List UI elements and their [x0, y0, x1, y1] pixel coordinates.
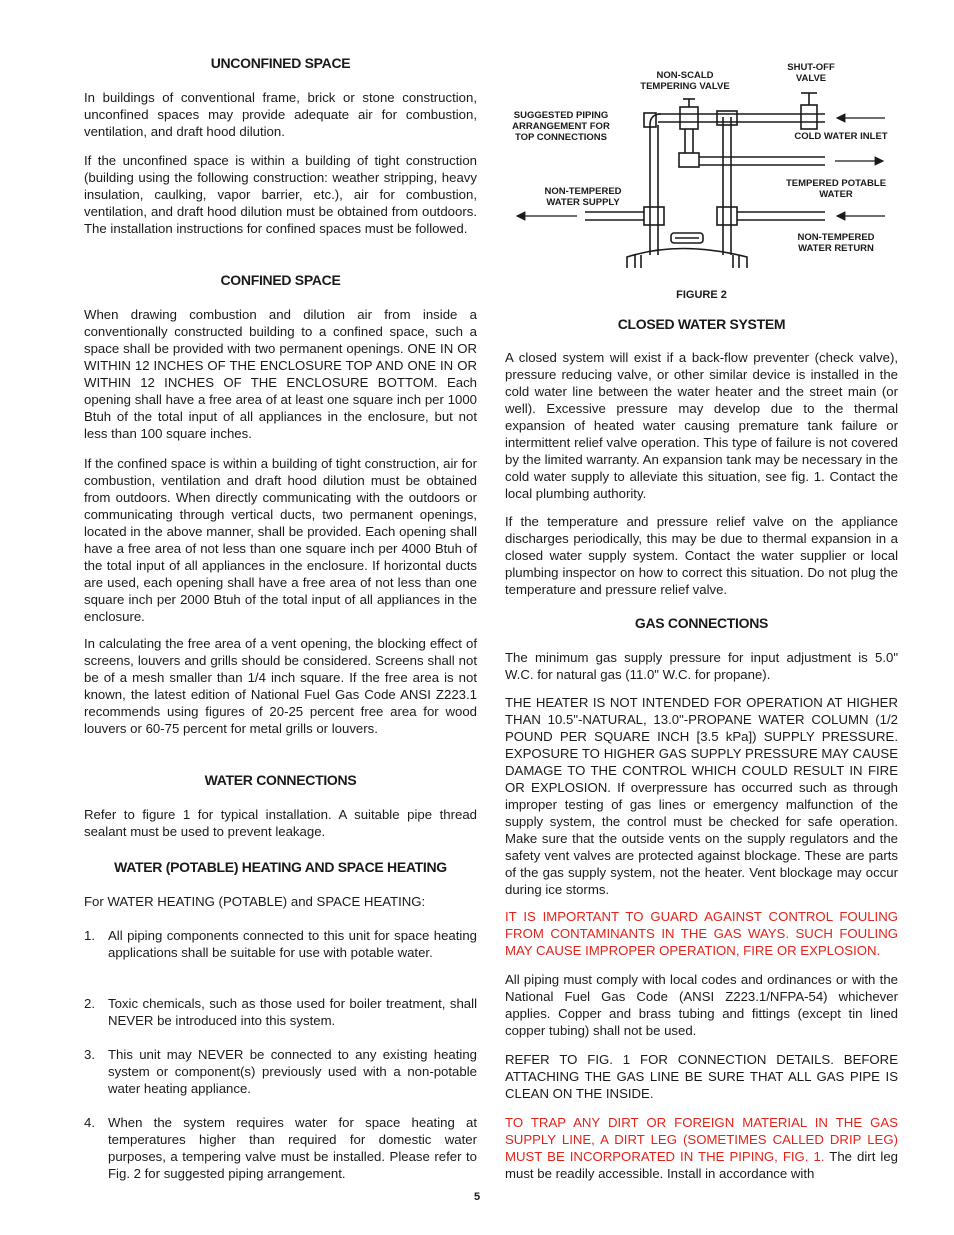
- fig-label-shutoff-2: VALVE: [795, 73, 827, 84]
- fig-label-suggested-3: TOP CONNECTIONS: [514, 132, 608, 143]
- unconfined-paragraph-2: If the unconfined space is within a building of tight construction (building using the following construction: weather stripping, heavy insulation, caulking, vapor barrier, etc.), air for combustion, ventilation, and draft hood dilution must be obtained from outdoors. The installation instructions for confined spaces must be followed.: [84, 153, 477, 236]
- gas-paragraph-2: THE HEATER IS NOT INTENDED FOR OPERATION AT HIGHER THAN 10.5"-NATURAL, 13.0"-PROPANE WATER COLUMN (1/2 POUND PER SQUARE INCH [3.5 kPa]) SUPPLY PRESSURE. EXPOSURE TO HIGHER GAS SUPPLY PRESSURE MAY CAUSE DAMAGE TO THE CONTROL WHICH COULD RESULT IN FIRE OR EXPLOSION. If overpressure has occurred such as through improper testing of gas lines or emergency malfunction of the supply system, the control must be checked for safe operation. Make sure that the outside vents on the supply regulators and the safety vent valves are protected against blockage. These are parts of the gas supply system, not the heater. Vent blockage may occur during ice storms.: [505, 695, 898, 897]
- water-connections-paragraph: Refer to figure 1 for typical installation. A suitable pipe thread sealant must be used to prevent leakage.: [84, 807, 477, 839]
- gas-paragraph-1: The minimum gas supply pressure for input adjustment is 5.0" W.C. for natural gas (11.0" W.C. for propane).: [505, 650, 898, 682]
- gas-connections-heading: GAS CONNECTIONS: [634, 615, 769, 631]
- gas-paragraph-4: All piping must comply with local codes and ordinances or with the National Fuel Gas Code (ANSI Z223.1/NFPA-54) whichever applies. Copper and brass tubing and fittings (except tin lined copper tubing) shall not be used.: [505, 972, 898, 1038]
- closed-paragraph-1: A closed system will exist if a back-flow preventer (check valve), pressure reducing valve, or other similar device is installed in the cold water line between the water heater and the street main (or well). Excessive pressure may develop due to the thermal expansion of heated water causing premature tank failure or intermittent relief valve operation. This type of failure is not covered by the limited warranty. An expansion tank may be necessary in the cold water supply to alleviate this situation, see fig. 1. Contact the local plumbing authority.: [505, 350, 898, 501]
- gas-paragraph-5: REFER TO FIG. 1 FOR CONNECTION DETAILS. BEFORE ATTACHING THE GAS LINE BE SURE THAT ALL GAS PIPE IS CLEAN ON THE INSIDE.: [505, 1052, 898, 1101]
- fig-label-suggested-2: ARRANGEMENT FOR: [512, 121, 610, 132]
- potable-heating-heading: WATER (POTABLE) HEATING AND SPACE HEATING: [114, 859, 447, 875]
- fig-label-nt-supply-2: WATER SUPPLY: [546, 197, 620, 208]
- fig-label-shutoff-1: SHUT-OFF: [787, 62, 835, 73]
- fig-label-suggested-1: SUGGESTED PIPING: [513, 110, 609, 121]
- unconfined-space-heading: UNCONFINED SPACE: [210, 55, 351, 71]
- closed-water-system-heading: CLOSED WATER SYSTEM: [617, 316, 786, 332]
- dirt-leg-text: The dirt leg must be readily accessible. Install in accordance with: [505, 1149, 898, 1181]
- closed-paragraph-2: If the temperature and pressure relief valve on the appliance discharges periodically, this may be due to thermal expansion in a closed water supply system. Contact the water supplier or local plumbing inspector on how to correct this situation. Do not plug the temperature and pressure relief valve.: [505, 514, 898, 597]
- confined-paragraph-2: If the confined space is within a building of tight construction, air for combustion, ventilation and draft hood dilution must be obtained from outdoors. When directly communicating with the outdoors or communicating through vertical ducts, two permanent openings, located in the above manner, shall be provided. Each opening shall have a free area of not less than one square inch per 4000 Btuh of the total input of all appliances in the enclosure. If horizontal ducts are used, each opening shall have a free area of not less than one square inch per 2000 Btuh of the total input of all appliances in the enclosure.: [84, 456, 477, 624]
- fig-label-tempering-2: TEMPERING VALVE: [640, 81, 730, 92]
- list-item-number: 3.: [84, 1047, 95, 1062]
- dirt-leg-warning: TO TRAP ANY DIRT OR FOREIGN MATERIAL IN THE GAS SUPPLY LINE, A DIRT LEG (SOMETIMES CALLED DRIP LEG) MUST BE INCORPORATED IN THE PIPING, FIG. 1.: [505, 1115, 898, 1164]
- fig-label-tempered-2: WATER: [819, 189, 853, 200]
- water-connections-heading: WATER CONNECTIONS: [204, 772, 357, 788]
- tempering-valve-body: [680, 107, 698, 129]
- fig-label-nt-return-2: WATER RETURN: [798, 243, 874, 254]
- list-item-text: Toxic chemicals, such as those used for boiler treatment, shall NEVER be introduced into this system.: [108, 996, 477, 1028]
- list-item-text: This unit may NEVER be connected to any existing heating system or component(s) previously used with a non-potable water heating appliance.: [108, 1047, 477, 1096]
- fig-label-tempered-1: TEMPERED POTABLE: [785, 178, 887, 189]
- figure-caption: FIGURE 2: [676, 289, 727, 301]
- fig-label-nt-supply-1: NON-TEMPERED: [544, 186, 622, 197]
- unconfined-paragraph-1: In buildings of conventional frame, brick or stone construction, unconfined spaces may provide adequate air for combustion, ventilation, and draft hood dilution.: [84, 90, 477, 139]
- fig-label-cold-inlet: COLD WATER INLET: [794, 131, 888, 142]
- page-number: 5: [473, 1191, 481, 1203]
- shutoff-valve-body: [801, 105, 817, 129]
- fig-label-tempering-1: NON-SCALD: [656, 70, 714, 81]
- confined-space-heading: CONFINED SPACE: [220, 272, 341, 288]
- list-item-text: All piping components connected to this unit for space heating applications shall be suitable for use with potable water.: [108, 928, 477, 960]
- list-item-number: 1.: [84, 928, 95, 943]
- potable-intro: For WATER HEATING (POTABLE) and SPACE HEATING:: [84, 894, 426, 909]
- confined-paragraph-3: In calculating the free area of a vent opening, the blocking effect of screens, louvers and grills should be considered. Screens shall not be of a mesh smaller than 1/4 inch square. If the free area is not known, the latest edition of National Fuel Gas Code ANSI Z223.1 recommends using figures of 20-25 percent free area for wood louvers or 60-75 percent for metal grills or louvers.: [84, 636, 477, 736]
- confined-paragraph-1: When drawing combustion and dilution air from inside a conventionally constructed building to a confined space, such a space shall be provided with two permanent openings. ONE IN OR WITHIN 12 INCHES OF THE ENCLOSURE TOP AND ONE IN OR WITHIN 12 INCHES OF THE ENCLOSURE BOTTOM. Each opening shall have a free area of at least one square inch per 1000 Btuh of the total input of all appliances in the enclosure, but not less than 100 square inches.: [84, 307, 477, 441]
- piping-diagram: [505, 55, 898, 270]
- gas-warning-fouling: IT IS IMPORTANT TO GUARD AGAINST CONTROL FOULING FROM CONTAMINANTS IN THE GAS WAYS. SUCH FOULING MAY CAUSE IMPROPER OPERATION, FIRE OR EXPLOSION.: [505, 909, 898, 958]
- tank-top: [627, 249, 747, 269]
- list-item-text: When the system requires water for space heating at temperatures higher than required for domestic water purposes, a tempering valve must be installed. Please refer to Fig. 2 for suggested piping arrangement.: [108, 1115, 477, 1181]
- list-item-number: 4.: [84, 1115, 95, 1130]
- fig-label-nt-return-1: NON-TEMPERED: [797, 232, 875, 243]
- list-item-number: 2.: [84, 996, 95, 1011]
- gas-paragraph-6: [505, 1114, 898, 1182]
